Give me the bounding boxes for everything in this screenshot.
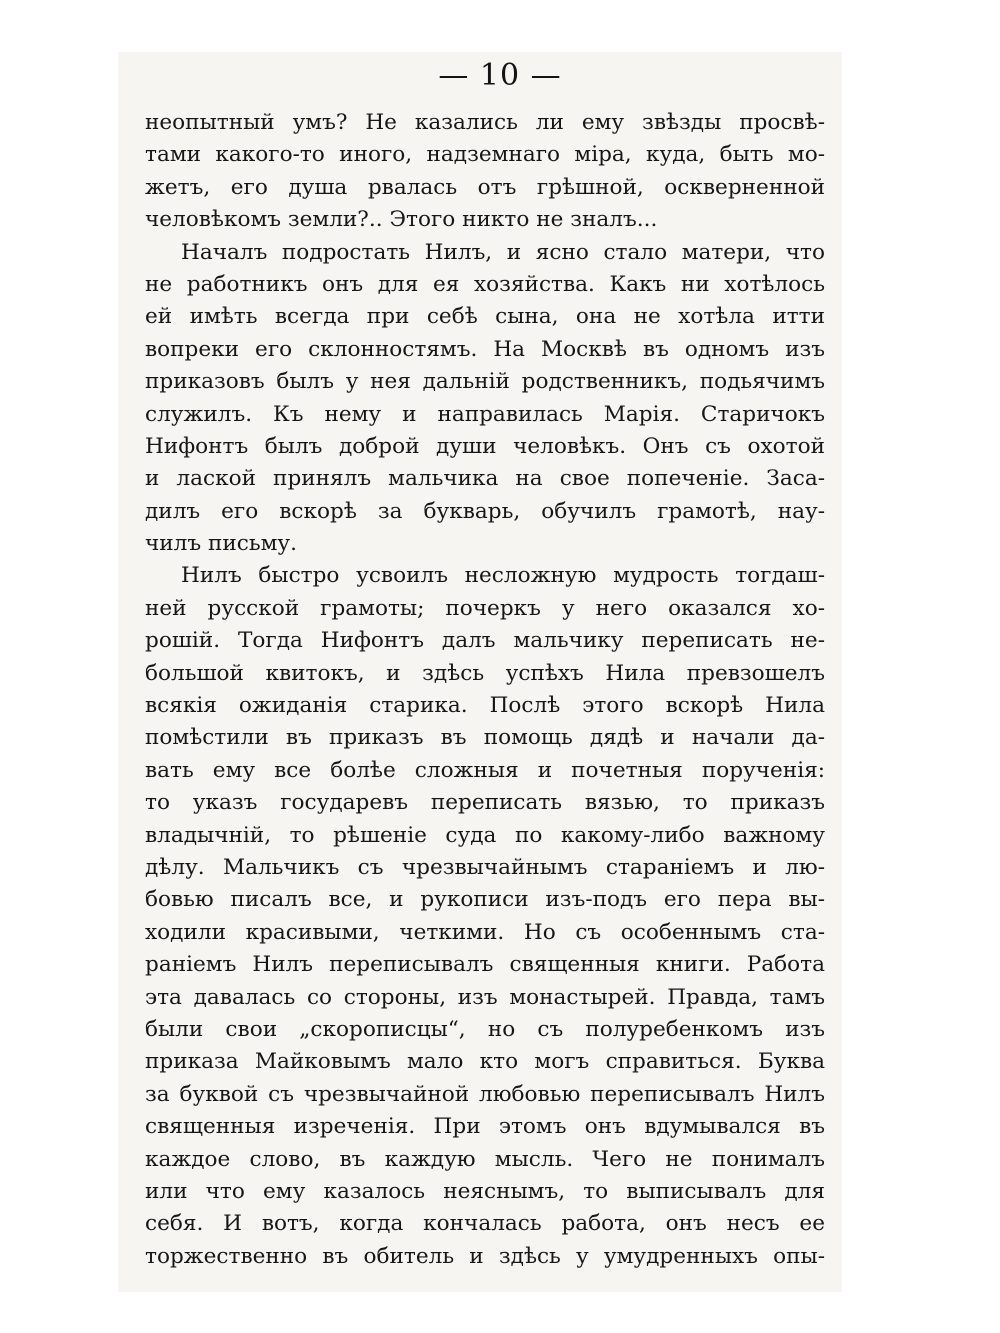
paragraph-1 [145, 107, 825, 237]
text-line: Нилъ быстро усвоилъ несложную мудрость тогдаш- [181, 563, 825, 589]
text-line: дилъ его вскорѣ за букварь, обучилъ грамотѣ, нау- [145, 498, 825, 524]
text-line: жетъ, его душа рвалась отъ грѣшной, оскверненной [145, 174, 825, 200]
text-line: Началъ подростать Нилъ, и ясно стало матери, что [181, 239, 825, 265]
text-line: не работникъ онъ для ея хозяйства. Какъ ни хотѣлось [145, 271, 825, 297]
page-number: — 10 — [438, 58, 562, 93]
text-line: ней русской грамоты; почеркъ у него оказался хо- [145, 595, 825, 621]
text-line: вопреки его склонностямъ. На Москвѣ въ одномъ изъ [145, 336, 825, 362]
paragraph-3 [145, 560, 825, 1273]
text-line: рошій. Тогда Нифонтъ далъ мальчику переписать не- [145, 628, 825, 654]
text-line: ходили красивыми, четкими. Но съ особеннымъ ста- [145, 919, 825, 945]
text-line: или что ему казалось неяснымъ, то выписывалъ для [145, 1178, 825, 1204]
text-line: владычній, то рѣшеніе суда по какому-либо важному [145, 822, 825, 848]
text-line: всякія ожиданія старика. Послѣ этого вскорѣ Нила [145, 693, 825, 719]
text-line: служилъ. Къ нему и направилась Марія. Старичокъ [145, 401, 825, 427]
text-line: были свои „скорописцы“, но съ полуребенкомъ изъ [145, 1016, 825, 1042]
text-line: то указъ государевъ переписать вязью, то приказъ [145, 790, 825, 816]
text-line: раніемъ Нилъ переписывалъ священныя книги. Работа [145, 952, 825, 978]
text-line: тами какого-то иного, надземнаго міра, куда, быть мо- [145, 142, 825, 168]
text-line: священныя изреченія. При этомъ онъ вдумывался въ [145, 1114, 825, 1140]
text-line: приказовъ былъ у нея дальній родственникъ, подьячимъ [145, 369, 825, 395]
text-line: за буквой съ чрезвычайной любовью переписывалъ Нилъ [145, 1081, 825, 1107]
text-line: дѣлу. Мальчикъ съ чрезвычайнымъ стараніемъ и лю- [145, 854, 825, 880]
paragraph-2 [145, 237, 825, 561]
text-line: большой квитокъ, и здѣсь успѣхъ Нила превзошелъ [145, 660, 825, 686]
text-line: бовью писалъ все, и рукописи изъ-подъ его пера вы- [145, 887, 825, 913]
text-line: вать ему все болѣе сложныя и почетныя порученія: [145, 757, 825, 783]
text-line: неопытный умъ? Не казались ли ему звѣзды просвѣ- [145, 110, 825, 135]
text-line: каждое слово, въ каждую мысль. Чего не понималъ [145, 1146, 825, 1172]
text-line: и лаской принялъ мальчика на свое попеченіе. Заса- [145, 466, 825, 492]
text-line: себя. И вотъ, когда кончалась работа, онъ несъ ее [145, 1211, 825, 1237]
text-line: чилъ письму. [145, 531, 297, 557]
body-text [145, 107, 825, 1273]
text-line: торжественно въ обитель и здѣсь у умудренныхъ опы- [145, 1243, 825, 1269]
text-line: помѣстили въ приказъ въ помощь дядѣ и начали да- [145, 725, 825, 751]
text-line: приказа Майковымъ мало кто могъ справиться. Буква [145, 1049, 825, 1075]
text-line: эта давалась со стороны, изъ монастырей. Правда, тамъ [145, 984, 825, 1010]
text-line: ей имѣть всегда при себѣ сына, она не хотѣла итти [145, 304, 825, 330]
text-line: Нифонтъ былъ доброй души человѣкъ. Онъ съ охотой [145, 433, 825, 459]
text-line: человѣкомъ земли?.. Этого никто не зналъ... [145, 207, 658, 233]
